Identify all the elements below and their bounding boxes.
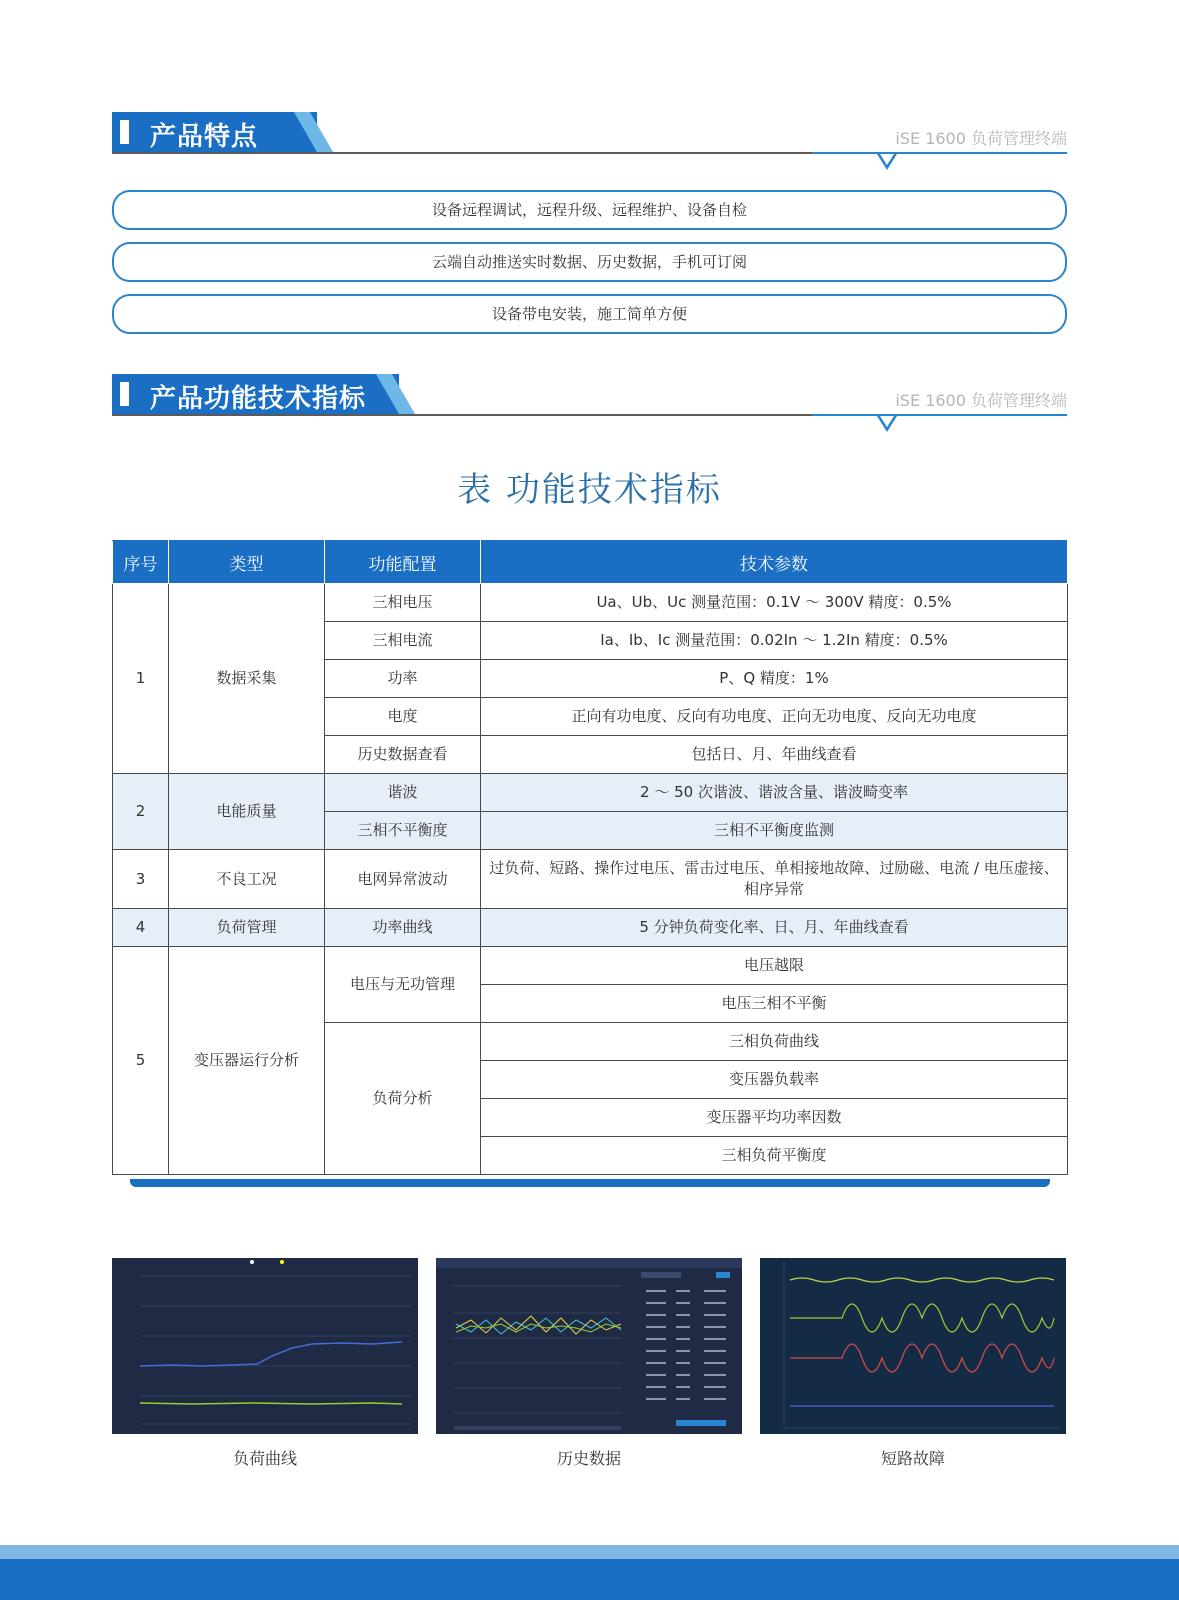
cell-function: 历史数据查看 (325, 736, 481, 774)
divider-accent (812, 152, 1067, 154)
divider-accent (812, 414, 1067, 416)
section-header-features (112, 112, 1067, 172)
cell-function: 电度 (325, 698, 481, 736)
history-data-graphic (436, 1258, 742, 1434)
cell-param: 包括日、月、年曲线查看 (481, 736, 1068, 774)
table-caption: 表 功能技术指标 (457, 470, 722, 510)
title-bar-mark (120, 382, 129, 406)
section-tab (112, 112, 317, 152)
feature-item: 设备远程调试，远程升级、远程维护、设备自检 (112, 190, 1067, 230)
table-footer-bar (130, 1179, 1050, 1187)
feature-item: 设备带电安装，施工简单方便 (112, 294, 1067, 334)
cell-function: 电压与无功管理 (325, 947, 481, 1023)
cell-param: 三相负荷曲线 (481, 1023, 1068, 1061)
cell-param: 过负荷、短路、操作过电压、雷击过电压、单相接地故障、过励磁、电流 / 电压虚接、相序异常 (481, 850, 1068, 909)
cell-param: 正向有功电度、反向有功电度、正向无功电度、反向无功电度 (481, 698, 1068, 736)
table-row (113, 947, 1068, 985)
cell-function: 三相不平衡度 (325, 812, 481, 850)
table-row (113, 774, 1068, 812)
cell-function: 三相电流 (325, 622, 481, 660)
cell-no: 5 (113, 947, 169, 1175)
cell-param: 三相不平衡度监测 (481, 812, 1068, 850)
cell-param: 电压越限 (481, 947, 1068, 985)
cell-param: 三相负荷平衡度 (481, 1137, 1068, 1175)
col-header-no: 序号 (113, 541, 169, 584)
cell-type: 数据采集 (169, 584, 325, 774)
screenshot-short-circuit (760, 1258, 1066, 1434)
screenshot-caption: 短路故障 (880, 1449, 945, 1468)
cell-param: Ia、Ib、Ic 测量范围：0.02In ～ 1.2In 精度：0.5% (481, 622, 1068, 660)
table-row (113, 584, 1068, 622)
cell-param: 变压器负载率 (481, 1061, 1068, 1099)
col-header-params: 技术参数 (481, 541, 1068, 584)
load-curve-graphic (112, 1258, 418, 1434)
cell-param: 变压器平均功率因数 (481, 1099, 1068, 1137)
col-header-type: 类型 (169, 541, 325, 584)
table-row (113, 850, 1068, 909)
cell-function: 电网异常波动 (325, 850, 481, 909)
cell-param: 电压三相不平衡 (481, 985, 1068, 1023)
title-bar-mark (120, 120, 129, 144)
col-header-function: 功能配置 (325, 541, 481, 584)
cell-no: 1 (113, 584, 169, 774)
cell-type: 不良工况 (169, 850, 325, 909)
cell-param: 5 分钟负荷变化率、日、月、年曲线查看 (481, 909, 1068, 947)
cell-function: 负荷分析 (325, 1023, 481, 1175)
section-tab (112, 374, 399, 414)
section-subtitle: iSE 1600 负荷管理终端 (895, 129, 1067, 148)
divider (112, 414, 812, 416)
cell-function: 功率曲线 (325, 909, 481, 947)
screenshot-caption: 负荷曲线 (232, 1449, 297, 1468)
section-header-specs (112, 374, 1067, 434)
table-header-row (113, 541, 1068, 584)
section-subtitle: iSE 1600 负荷管理终端 (895, 391, 1067, 410)
screenshot-history-data (436, 1258, 742, 1434)
cell-no: 4 (113, 909, 169, 947)
cell-function: 谐波 (325, 774, 481, 812)
cell-no: 2 (113, 774, 169, 850)
screenshot-caption: 历史数据 (556, 1449, 621, 1468)
cell-type: 负荷管理 (169, 909, 325, 947)
cell-param: Ua、Ub、Uc 测量范围：0.1V ～ 300V 精度：0.5% (481, 584, 1068, 622)
cell-no: 3 (113, 850, 169, 909)
table-row (113, 909, 1068, 947)
cell-function: 功率 (325, 660, 481, 698)
divider (112, 152, 812, 154)
footer-band (0, 1545, 1179, 1559)
cell-param: 2 ～ 50 次谐波、谐波含量、谐波畸变率 (481, 774, 1068, 812)
screenshot-load-curve (112, 1258, 418, 1434)
section-title: 产品特点 (150, 122, 259, 152)
spec-table (112, 540, 1068, 1175)
section-title: 产品功能技术指标 (150, 384, 367, 414)
cell-function: 三相电压 (325, 584, 481, 622)
short-circuit-graphic (760, 1258, 1066, 1434)
footer-bar (0, 1559, 1179, 1600)
feature-item: 云端自动推送实时数据、历史数据，手机可订阅 (112, 242, 1067, 282)
cell-type: 变压器运行分析 (169, 947, 325, 1175)
cell-type: 电能质量 (169, 774, 325, 850)
cell-param: P、Q 精度：1% (481, 660, 1068, 698)
